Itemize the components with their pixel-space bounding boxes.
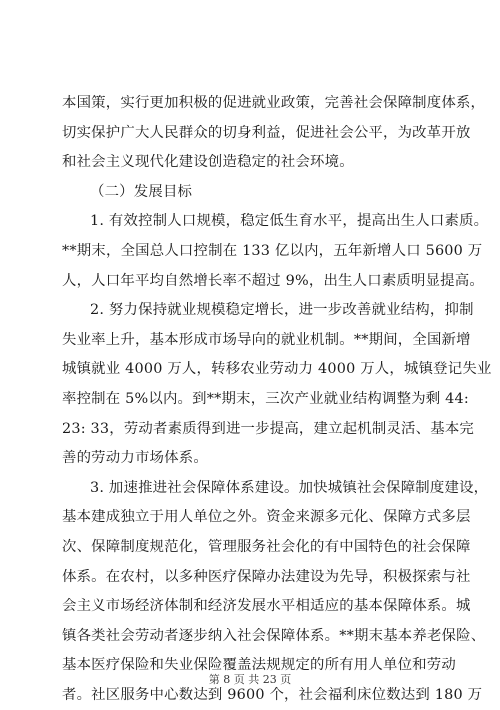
text-line: 善的劳动力市场体系。 xyxy=(62,450,208,467)
text-line: 次、保障制度规范化，管理服务社会化的有中国特色的社会保障 xyxy=(62,538,471,555)
text-line: 人，人口年平均自然增长率不超过 9%，出生人口素质明显提高。 xyxy=(62,272,484,289)
text-line: 和社会主义现代化建设创造稳定的社会环境。 xyxy=(62,154,354,171)
text-line: 2. 努力保持就业规模稳定增长，进一步改善就业结构，抑制 xyxy=(90,302,474,319)
text-line: **期末，全国总人口控制在 133 亿以内，五年新增人口 5600 万 xyxy=(62,242,483,259)
text-line: 23: 33，劳动者素质得到进一步提高，建立起机制灵活、基本完 xyxy=(62,420,475,437)
text-line: 会主义市场经济体制和经济发展水平相适应的基本保障体系。城 xyxy=(62,598,471,615)
text-line: 城镇就业 4000 万人，转移农业劳动力 4000 万人，城镇登记失业 xyxy=(62,361,492,378)
text-line: （二）发展目标 xyxy=(90,183,193,200)
text-line: 本国策，实行更加积极的促进就业政策，完善社会保障制度体系， xyxy=(62,95,486,111)
text-line: 基本建成独立于用人单位之外。资金来源多元化、保障方式多层 xyxy=(62,509,471,526)
text-line: 切实保护广大人民群众的切身利益，促进社会公平，为改革开放 xyxy=(62,124,471,141)
text-line: 3. 加速推进社会保障体系建设。加快城镇社会保障制度建设， xyxy=(90,479,489,496)
text-line: 率控制在 5%以内。到**期末，三次产业就业结构调整为剩 44: xyxy=(62,390,469,407)
text-line: 镇各类社会劳动者逐步纳入社会保障体系。**期末基本养老保险、 xyxy=(62,627,486,644)
page-footer: 第 8 页 共 23 页 xyxy=(208,673,292,686)
text-line: 失业率上升，基本形成市场导向的就业机制。**期间，全国新增 xyxy=(62,331,471,348)
text-line: 体系。在农村，以多种医疗保障办法建设为先导，积极探索与社 xyxy=(62,568,471,585)
text-line: 基本医疗保险和失业保险覆盖法规规定的所有用人单位和劳动 xyxy=(62,657,456,674)
text-line: 者。社区服务中心数达到 9600 个，社会福利床位数达到 180 万 xyxy=(62,686,483,703)
text-line: 1. 有效控制人口规模，稳定低生育水平，提高出生人口素质。 xyxy=(90,213,489,230)
document-body xyxy=(62,89,492,710)
